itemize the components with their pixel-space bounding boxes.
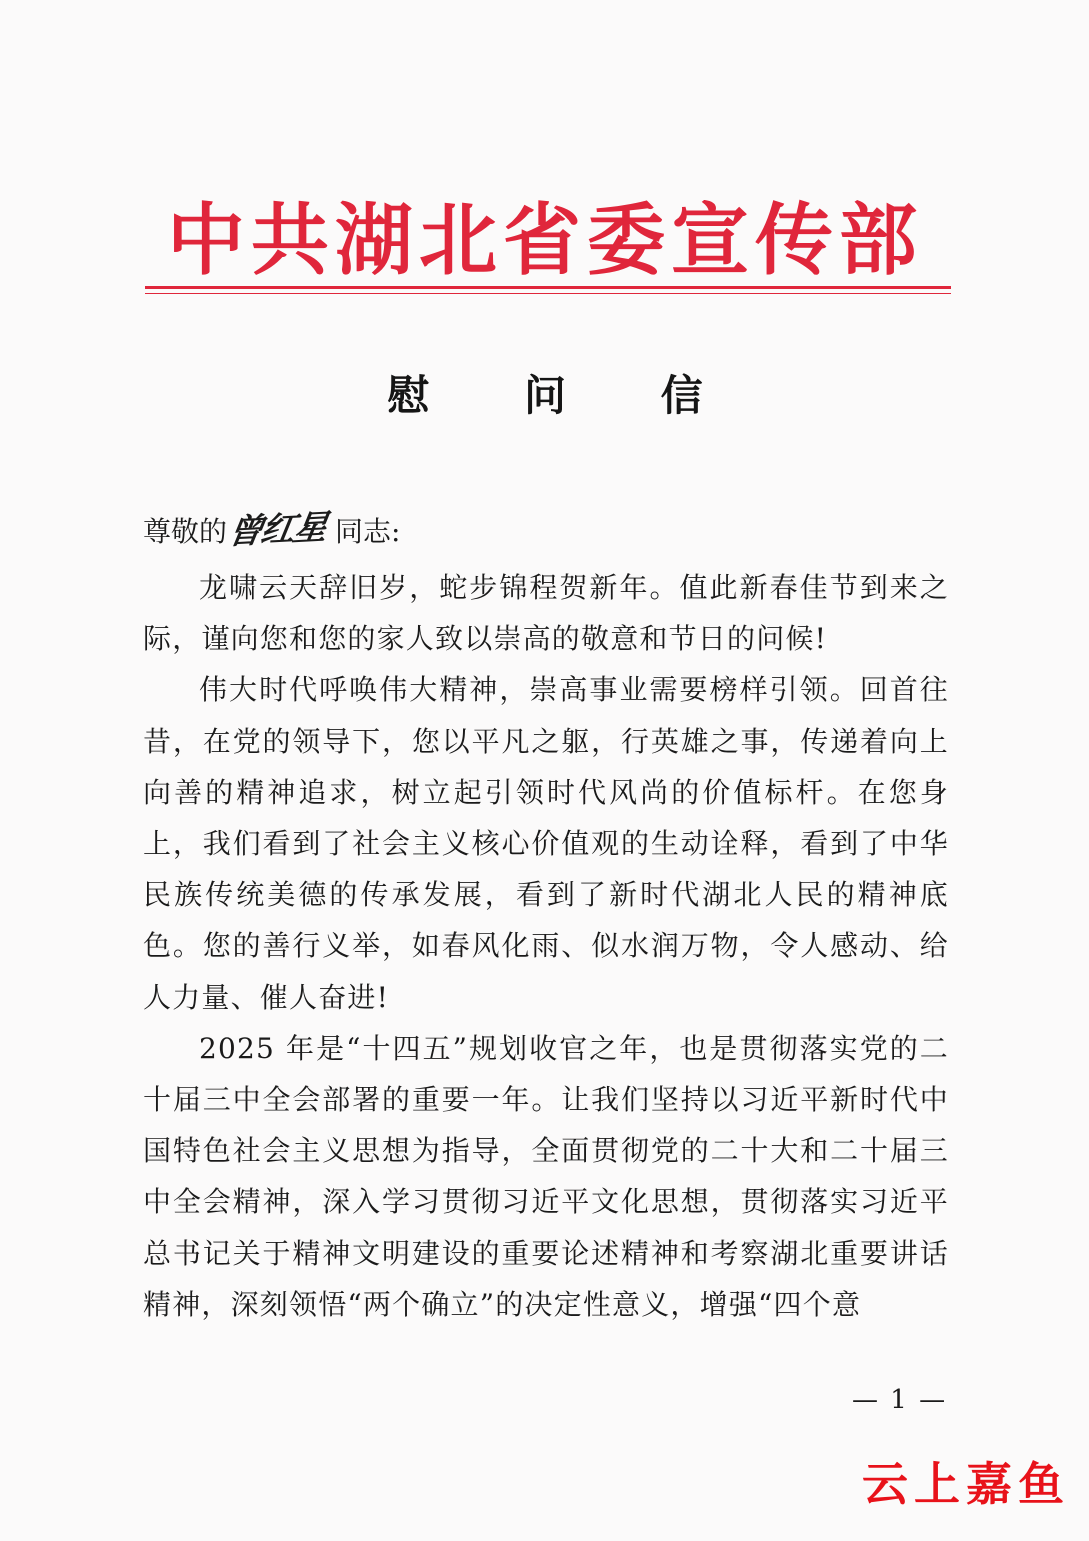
salutation bbox=[143, 508, 400, 554]
letterhead-red-rule-thick bbox=[145, 286, 951, 289]
document-title: 慰 问 信 bbox=[387, 371, 743, 420]
page-number: — 1 — bbox=[852, 1385, 948, 1415]
body-paragraph-3: 2025 年是“十四五”规划收官之年，也是贯彻落实党的二十届三中全会部署的重要一年。让我们坚持以习近平新时代中国特色社会主义思想为指导，全面贯彻党的二十大和二十届三中全会精神，深入学习贯彻习近平文化思想，贯彻落实习近平总书记关于精神文明建设的重要论述精神和考察湖北重要讲话精神，深刻领悟“两个确立”的决定性意义，增强“四个意 bbox=[143, 1031, 949, 1321]
letterhead-organization: 中共湖北省委宣传部 bbox=[166, 196, 923, 286]
salutation-suffix: 同志: bbox=[335, 515, 401, 548]
recipient-handwritten-signature: 曾红星 bbox=[225, 507, 329, 553]
source-watermark: 云上嘉鱼 bbox=[862, 1457, 1070, 1511]
body-paragraph-1: 龙啸云天辞旧岁，蛇步锦程贺新年。值此新春佳节到来之际，谨向您和您的家人致以崇高的敬意和节日的问候! bbox=[143, 571, 949, 656]
letter-body bbox=[143, 562, 949, 1330]
body-paragraph-2: 伟大时代呼唤伟大精神，崇高事业需要榜样引领。回首往昔，在党的领导下，您以平凡之躯，行英雄之事，传递着向上向善的精神追求，树立起引领时代风尚的价值标杆。在您身上，我们看到了社会主义核心价值观的生动诠释，看到了中华民族传统美德的传承发展，看到了新时代湖北人民的精神底色。您的善行义举，如春风化雨、似水润万物，令人感动、给人力量、催人奋进! bbox=[143, 673, 949, 1014]
salutation-prefix: 尊敬的 bbox=[143, 515, 228, 548]
letterhead-red-rule-thin bbox=[145, 293, 951, 294]
